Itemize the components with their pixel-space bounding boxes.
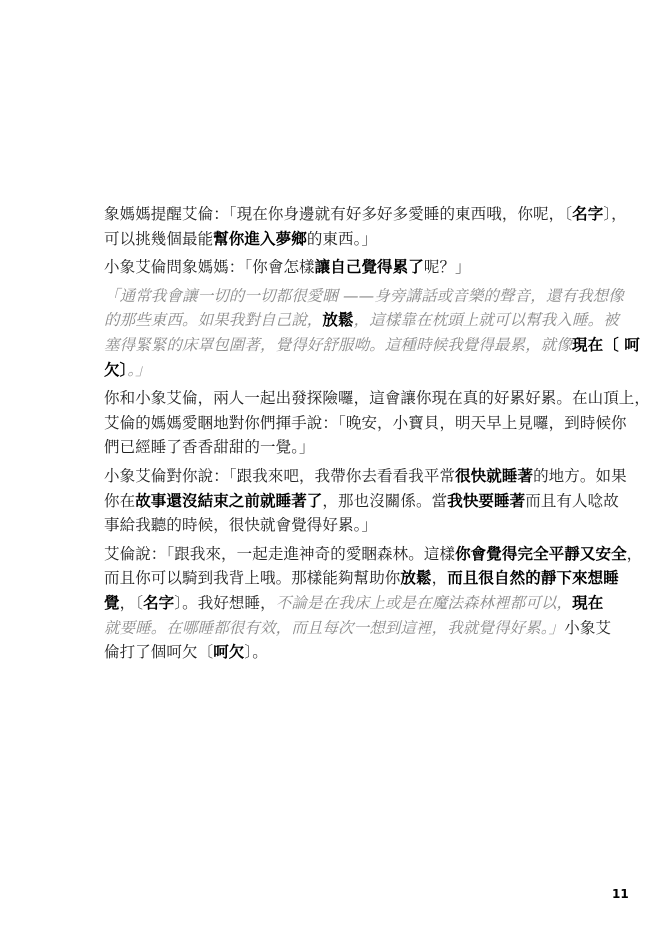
text-line (104, 386, 651, 411)
text-line (104, 227, 570, 252)
text-line (104, 566, 619, 591)
text-run: 事給我聽的時候，很快就會覺得好累。」 (104, 516, 378, 535)
bold-run: 而且很自然的靜下來想睡 (447, 569, 619, 588)
text-run: ， (626, 544, 643, 563)
italic-gray-run: 「通常我會讓一切的一切都很愛睏 ——身旁講話或音樂的聲音，還有我想像 (104, 286, 624, 305)
bold-run: 名字 (572, 205, 604, 223)
text-line (104, 464, 627, 489)
bold-run: 讓自己覺得累了 (314, 258, 424, 277)
page-number: 11 (612, 887, 629, 901)
text-line (104, 333, 640, 358)
bold-run: 故事還沒結束之前就睡著了 (135, 491, 323, 510)
text-run: 呢？」 (423, 258, 471, 277)
text-line (104, 591, 604, 616)
text-run: 倫打了個呵欠〔 (104, 643, 214, 662)
bold-run: 放鬆 (322, 311, 354, 330)
text-run: ， (431, 569, 448, 588)
text-run: 們已經睡了香香甜甜的一覺。」 (104, 438, 315, 457)
text-line (104, 308, 619, 333)
italic-gray-run: 。」 (127, 360, 151, 379)
text-run: 〕。我好想睡， (174, 593, 276, 612)
text-line (104, 202, 627, 227)
italic-gray-run: 塞得緊緊的床罩包圍著，覺得好舒服呦。這種時候我覺得最累，就像 (104, 335, 573, 354)
text-line (104, 435, 570, 460)
text-run: 而且有人唸故 (525, 491, 619, 510)
text-line (104, 255, 570, 280)
text-run: ，那也沒關係。當 (322, 491, 448, 510)
italic-gray-run: 的那些東西。如果我對自己說， (104, 311, 323, 330)
text-run: 小象艾倫問象媽媽：「你會怎樣 (104, 258, 315, 277)
text-run: 小象艾倫對你說：「跟我來吧，我帶你去看看我平常 (104, 466, 456, 485)
text-line (104, 358, 570, 383)
text-run: 艾倫的媽媽愛睏地對你們揮手說：「晚安，小寶貝，明天早上見囉，到時候你 (104, 413, 627, 432)
bold-run: 你會覺得完全平靜又安全 (455, 544, 627, 563)
italic-gray-run: 不論是在我床上或是在魔法森林裡都可以， (275, 593, 573, 612)
bold-run: 幫你進入夢鄉 (213, 229, 307, 248)
text-line (104, 616, 612, 641)
text-run: ，〔 (119, 593, 144, 612)
text-line (104, 513, 570, 538)
text-run: 你和小象艾倫，兩人一起出發探險囉，這會讓你現在真的好累好累。在山頂上， (104, 389, 651, 408)
bold-run: 我快要睡著 (447, 491, 526, 510)
bold-run: 欠〕 (104, 360, 128, 379)
text-line (104, 284, 624, 309)
bold-run: 呵欠 (213, 643, 245, 662)
text-line (104, 542, 643, 567)
italic-gray-run: 就要睡。在哪睡都很有效，而且每次一想到這裡，我就覺得好累。」 (104, 618, 565, 637)
bold-run: 名字 (143, 593, 175, 612)
bold-run: 很快就睡著 (455, 466, 534, 485)
text-run: 小象艾 (564, 618, 612, 637)
text-run: 的東西。」 (306, 229, 378, 248)
bold-run: 現在 (572, 593, 604, 612)
bold-run: 覺 (104, 593, 120, 612)
text-run: 可以挑幾個最能 (104, 229, 214, 248)
text-run: 〕， (603, 205, 627, 223)
text-run: 的地方。如果 (533, 466, 627, 485)
bold-run: 放鬆 (400, 569, 432, 588)
text-run: 象媽媽提醒艾倫：「現在你身邊就有好多好多愛睡的東西哦，你呢，〔 (104, 205, 573, 223)
text-run: 你在 (104, 491, 136, 510)
italic-gray-run: ，這樣靠在枕頭上就可以幫我入睡。被 (353, 311, 619, 330)
text-line (104, 411, 627, 436)
text-line (104, 640, 570, 665)
text-line (104, 489, 619, 514)
text-run: 〕。 (244, 643, 268, 662)
text-run: 而且你可以騎到我背上哦。那樣能夠幫助你 (104, 569, 401, 588)
bold-run: 現在〔 呵 (572, 335, 640, 354)
story-text (104, 202, 651, 665)
text-run: 艾倫說：「跟我來，一起走進神奇的愛睏森林。這樣 (104, 544, 456, 563)
